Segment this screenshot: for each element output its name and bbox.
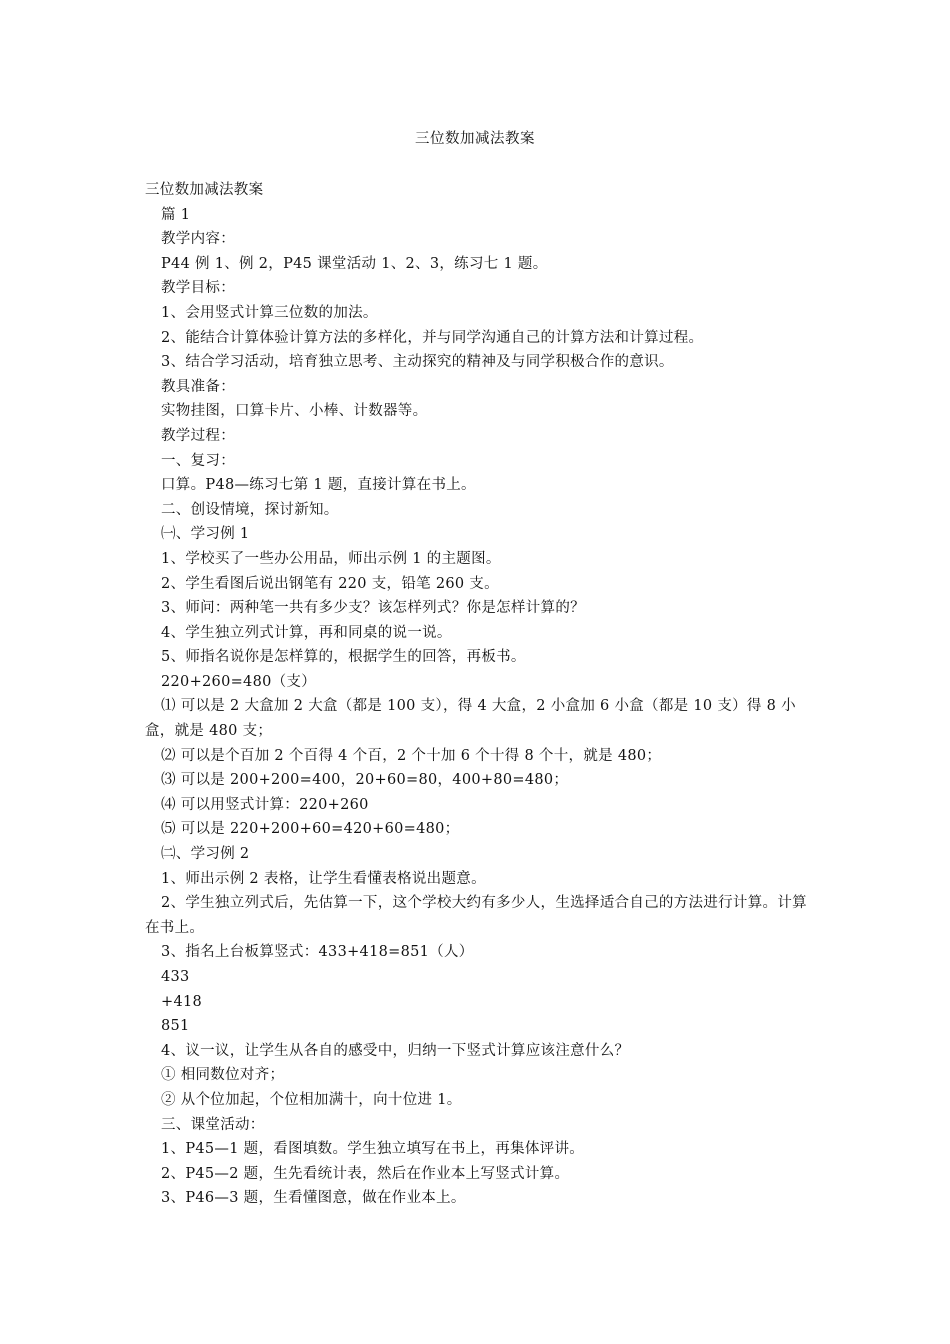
text-line: 2、P45—2 题，生先看统计表，然后在作业本上写竖式计算。 (161, 1165, 570, 1182)
text-line: 实物挂图，口算卡片、小棒、计数器等。 (161, 403, 428, 420)
section-heading: 三位数加减法教案 (145, 182, 264, 198)
text-line: 1、学校买了一些办公用品，师出示例 1 的主题图。 (161, 550, 501, 567)
text-line: 1、P45—1 题，看图填数。学生独立填写在书上，再集体评讲。 (161, 1141, 585, 1158)
text-line: ⑶ 可以是 200+200=400，20+60=80，400+80=480； (161, 772, 569, 789)
text-line: 口算。P48—练习七第 1 题，直接计算在书上。 (161, 477, 476, 494)
text-line: 3、师问：两种笔一共有多少支？该怎样列式？你是怎样计算的？ (161, 600, 585, 617)
text-line: 篇 1 (161, 206, 191, 223)
text-line: ⑴ 可以是 2 大盒加 2 大盒（都是 100 支），得 4 大盒，2 小盒加 6 小盒（都是 10 支）得 8 小盒，就是 480 支； (145, 698, 796, 740)
text-line: 1、会用竖式计算三位数的加法。 (161, 304, 378, 321)
text-line: 433 (161, 969, 190, 985)
text-line: 2、能结合计算体验计算方法的多样化，并与同学沟通自己的计算方法和计算过程。 (161, 329, 704, 346)
document-body (145, 178, 815, 1211)
text-line: ② 从个位加起，个位相加满十，向十位进 1。 (161, 1091, 462, 1108)
text-line: ⑸ 可以是 220+200+60=420+60=480； (161, 821, 460, 838)
text-line: 教具准备： (161, 378, 235, 395)
text-line: 一、复习： (161, 452, 235, 469)
text-line: ㈡、学习例 2 (161, 846, 250, 863)
text-line: 4、学生独立列式计算，再和同桌的说一说。 (161, 624, 452, 641)
text-line: 1、师出示例 2 表格，让学生看懂表格说出题意。 (161, 870, 486, 887)
text-line: ⑵ 可以是个百加 2 个百得 4 个百，2 个十加 6 个十得 8 个十，就是 480； (161, 747, 662, 764)
text-line: 3、P46—3 题，生看懂图意，做在作业本上。 (161, 1190, 466, 1207)
text-line: P44 例 1、例 2，P45 课堂活动 1、2、3，练习七 1 题。 (161, 255, 548, 272)
text-line: 教学目标： (161, 280, 235, 297)
text-line: ⑷ 可以用竖式计算：220+260 (161, 796, 369, 813)
text-line: 2、学生看图后说出钢笔有 220 支，铅笔 260 支。 (161, 575, 499, 592)
text-line: ① 相同数位对齐； (161, 1067, 285, 1084)
text-line: ㈠、学习例 1 (161, 526, 250, 543)
text-line: 教学过程： (161, 427, 235, 444)
text-line: 3、指名上台板算竖式：433+418=851（人） (161, 944, 474, 961)
text-line: 851 (161, 1018, 190, 1035)
text-line: 教学内容： (161, 231, 235, 248)
text-line: 3、结合学习活动，培育独立思考、主动探究的精神及与同学积极合作的意识。 (161, 354, 674, 371)
text-line: 2、学生独立列式后，先估算一下，这个学校大约有多少人，生选择适合自己的方法进行计算。计算在书上。 (145, 895, 807, 936)
text-line: 二、创设情境，探讨新知。 (161, 501, 339, 518)
text-line: 4、议一议，让学生从各自的感受中，归纳一下竖式计算应该注意什么？ (161, 1042, 630, 1059)
text-line: 220+260=480（支） (161, 673, 317, 690)
document-title: 三位数加减法教案 (415, 131, 535, 147)
text-line: 三、课堂活动： (161, 1116, 265, 1133)
text-line: 5、师指名说你是怎样算的，根据学生的回答，再板书。 (161, 649, 526, 666)
text-line: +418 (161, 993, 203, 1010)
